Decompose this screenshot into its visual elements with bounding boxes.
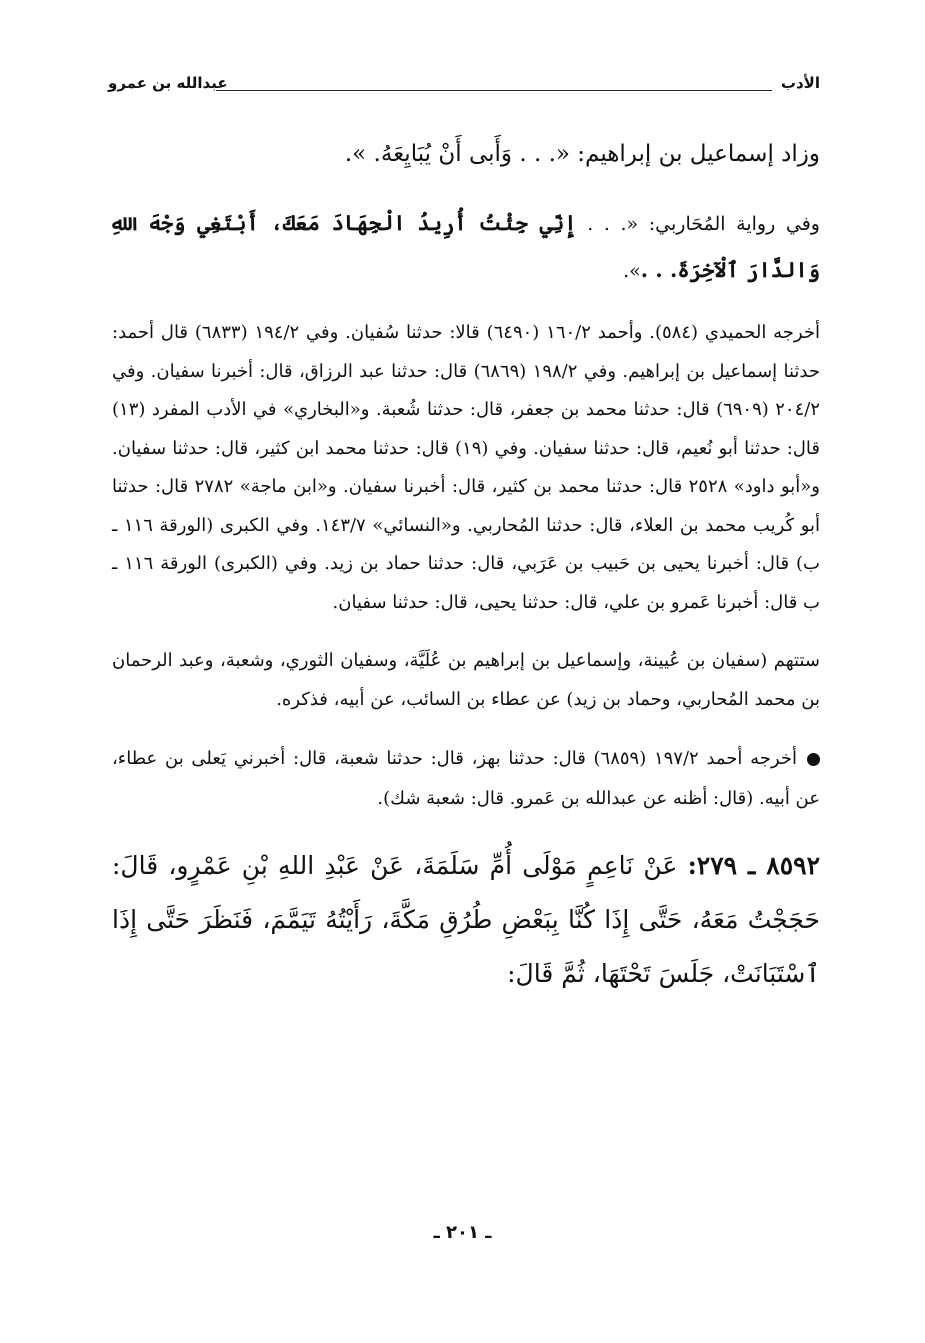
hadith-text: عَنْ نَاعِمٍ مَوْلَى أُمِّ سَلَمَةَ، عَنْ عَبْدِ اللهِ بْنِ عَمْرٍو، قَالَ: حَجَجْتُ مَعَهُ، حَتَّى إِذَا كُنَّا بِبَعْضِ طُرُقِ مَكَّةَ، رَأَيْتُهُ تَيَمَّمَ، فَنَظَرَ حَتَّى إِذَا ٱسْتَبَانَتْ، جَلَسَ تَحْتَهَا، ثُمَّ قَالَ: bbox=[112, 851, 820, 988]
page-body bbox=[112, 128, 820, 1021]
hadith-number: ٨٥٩٢ ـ ٢٧٩: bbox=[687, 851, 820, 880]
narrator-name: عبدالله بن عمرو bbox=[108, 74, 228, 92]
muharibi-paragraph bbox=[112, 200, 820, 294]
page-number: ـ ٢٠١ ـ bbox=[433, 1222, 492, 1243]
header-rule-left bbox=[216, 90, 486, 91]
header-rule-right bbox=[482, 90, 772, 91]
ismail-addition-paragraph: وزاد إسماعيل بن إبراهيم: «. . . وَأَبى أَنْ يُبَايِعَهُ. ». bbox=[344, 141, 820, 167]
hadith-paragraph bbox=[112, 839, 820, 1001]
muharibi-end: ». bbox=[623, 260, 641, 282]
muharibi-quote: إِنِّي جِئْتُ أُرِيدُ الْجِهَادَ مَعَكَ، أَبْتَغِي وَجْهَ اللهِ وَالدَّارَ ٱلْآخِرَةَ. . . bbox=[112, 210, 820, 282]
section-title: الأدب bbox=[780, 74, 820, 92]
bullet-paragraph bbox=[112, 739, 820, 819]
muharibi-intro: وفي رواية المُحَاربي: «. . . bbox=[576, 213, 820, 235]
running-header bbox=[108, 74, 820, 98]
bullet-dot-icon bbox=[807, 753, 820, 766]
bullet-text: أخرجه أحمد ١٩٧/٢ (٦٨٥٩) قال: حدثنا بهز، قال: حدثنا شعبة، قال: أخبرني يَعلى بن عطاء، عن أبيه. (قال: أظنه عن عبدالله بن عَمرو. قال: شعبة شك). bbox=[112, 748, 820, 809]
takhrij-paragraph: أخرجه الحميدي (٥٨٤). وأحمد ١٦٠/٢ (٦٤٩٠) قالا: حدثنا سُفيان. وفي ١٩٤/٢ (٦٨٣٣) قال أحمد: حدثنا إسماعيل بن إبراهيم. وفي ١٩٨/٢ (٦٨٦٩) قال: حدثنا عبد الرزاق، قال: أخبرنا سفيان. وفي ٢٠٤/٢ (٦٩٠٩) قال: حدثنا محمد بن جعفر، قال: حدثنا شُعبة. و«البخاري» في الأدب المفرد (١٣) قال: حدثنا أبو نُعيم، قال: حدثنا سفيان. وفي (١٩) قال: حدثنا محمد ابن كثير، قال: حدثنا سفيان. و«أبو داود» ٢٥٢٨ قال: حدثنا محمد بن كثير، قال: أخبرنا سفيان. و«ابن ماجة» ٢٧٨٢ قال: حدثنا أبو كُريب محمد بن العلاء، قال: حدثنا المُحاربي. و«النسائي» ١٤٣/٧. وفي الكبرى (الورقة ١١٦ ـ ب) قال: أخبرنا يحيى بن حَبيب بن عَرَبي، قال: حدثنا حماد بن زيد. وفي (الكبرى) الورقة ١١٦ ـ ب قال: أخبرنا عَمرو بن علي، قال: حدثنا يحيى، قال: حدثنا سفيان. bbox=[112, 322, 821, 613]
sittatuhum-paragraph: ستتهم (سفيان بن عُيينة، وإسماعيل بن إبراهيم بن عُلَيَّة، وسفيان الثوري، وشعبة، وعبد الرحمان بن محمد المُحاربي، وحماد بن زيد) عن عطاء بن السائب، عن أبيه، فذكره. bbox=[112, 650, 820, 710]
